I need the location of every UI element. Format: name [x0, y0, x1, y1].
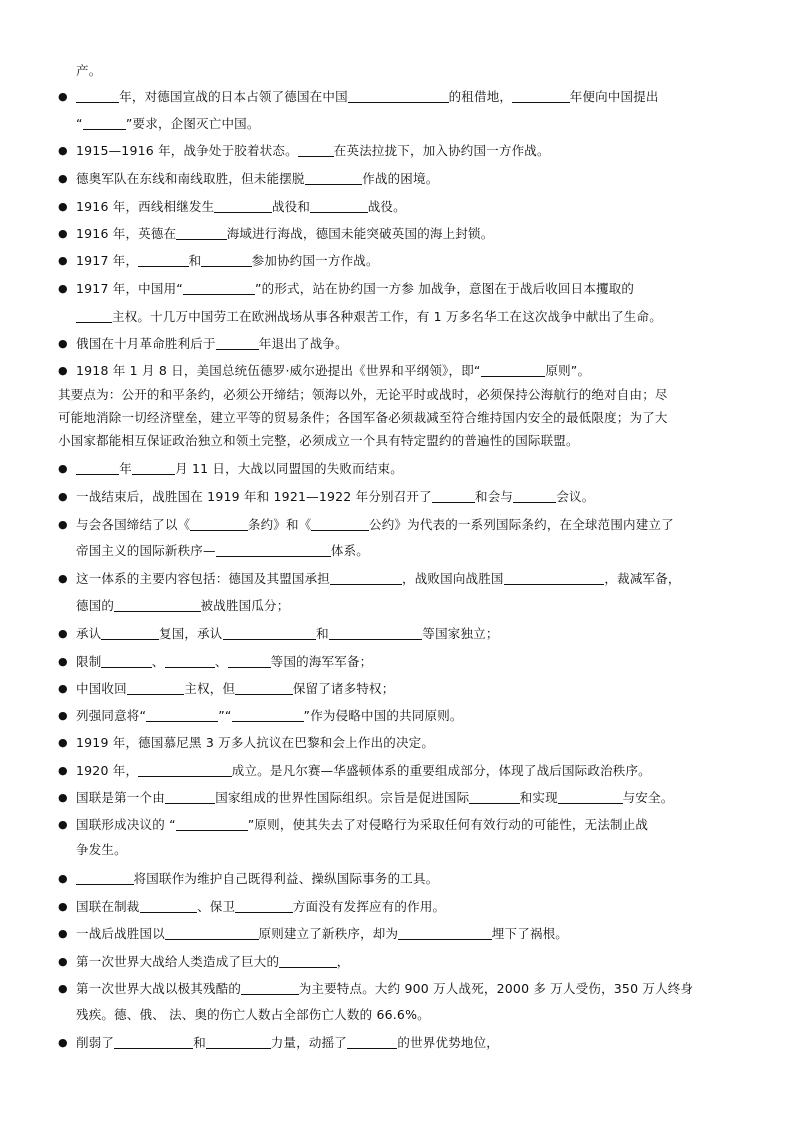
line-text: 将国联作为维护自己既得利益、操纵国际事务的工具。	[76, 870, 438, 887]
line-text: 年，对德国宣战的日本占领了德国在中国 的租借地， 年便向中国提出	[76, 88, 659, 105]
fill-blank[interactable]	[432, 490, 475, 503]
fill-blank[interactable]	[232, 709, 304, 722]
line-text: 1918 年 1 月 8 日，美国总统伍德罗·威尔逊提出《世界和平纲领》，即“ 原则”。	[76, 363, 591, 378]
line-text: 主权。十几万中国劳工在欧洲战场从事各种艰苦工作，有 1 万多名华工在这次战争中献出了生命。	[76, 308, 662, 325]
fill-blank[interactable]	[140, 900, 198, 913]
bullet-icon: ●	[58, 955, 68, 968]
bullet-icon: ●	[58, 172, 68, 185]
bullet-icon: ●	[58, 764, 68, 777]
fill-blank[interactable]	[235, 682, 293, 695]
fill-blank[interactable]	[101, 627, 159, 640]
fill-blank[interactable]	[214, 200, 272, 213]
fill-blank[interactable]	[279, 955, 337, 968]
bullet-icon: ●	[58, 791, 68, 804]
bullet-icon: ●	[58, 227, 68, 240]
fill-blank[interactable]	[216, 544, 331, 557]
bullet-icon: ●	[58, 337, 68, 350]
bullet-icon: ●	[58, 90, 68, 103]
bullet-icon: ●	[58, 490, 68, 503]
fill-blank[interactable]	[76, 872, 134, 885]
fill-blank[interactable]	[223, 627, 317, 640]
fill-blank[interactable]	[305, 172, 363, 185]
line-text: 小国家都能相互保证政治独立和领土完整，必须成立一个具有特定盟约的普遍性的国际联盟。	[58, 433, 579, 448]
line-text: 可能地消除一切经济壁垒，建立平等的贸易条件；各国军备必须裁减至符合维持国内安全的最低限度；为了大	[58, 410, 668, 425]
bullet-icon: ●	[58, 1036, 68, 1049]
line-text: 德国的 被战胜国瓜分；	[76, 598, 290, 613]
line-text: 一战后战胜国以 原则建立了新秩序，却为 埋下了祸根。	[76, 926, 568, 941]
bullet-icon: ●	[58, 872, 68, 885]
line-text: 其要点为：公开的和平条约，必须公开缔结；领海以外，无论平时或战时，必须保持公海航行的绝对自由；尽	[58, 387, 668, 402]
bullet-icon: ●	[58, 736, 68, 749]
fill-blank[interactable]	[469, 791, 519, 804]
fill-blank[interactable]	[347, 1036, 397, 1049]
fill-blank[interactable]	[76, 90, 119, 103]
line-text: 1917 年，中国用“ ”的形式，站在协约国一方参 加战争，意图在于战后收回日本攫取的	[76, 281, 635, 296]
fill-blank[interactable]	[398, 927, 492, 940]
fill-blank[interactable]	[206, 1036, 271, 1049]
fill-blank[interactable]	[165, 655, 215, 668]
line-text: 1915—1916 年，战争处于胶着状态。 在英法拉拢下，加入协约国一方作战。	[76, 143, 550, 158]
fill-blank[interactable]	[330, 572, 402, 585]
fill-blank[interactable]	[311, 518, 369, 531]
bullet-icon: ●	[58, 927, 68, 940]
fill-blank[interactable]	[101, 655, 151, 668]
line-text: 年 月 11 日，大战以同盟国的失败而结束。	[76, 460, 403, 477]
fill-blank[interactable]	[298, 144, 334, 157]
line-text: 第一次世界大战以极其残酷的 为主要特点。大约 900 万人战死，2000 多 万人受伤，350 万人终身	[76, 981, 694, 996]
fill-blank[interactable]	[76, 462, 119, 475]
fill-blank[interactable]	[504, 572, 605, 585]
line-text: 国联是第一个由 国家组成的世界性国际组织。宗旨是促进国际 和实现 与安全。	[76, 790, 674, 805]
bullet-icon: ●	[58, 818, 68, 831]
line-text: 限制 、 、 等国的海军军备；	[76, 654, 373, 669]
fill-blank[interactable]	[216, 337, 259, 350]
line-text: 承认 复国，承认 和 等国家独立；	[76, 626, 499, 641]
line-text: 1916 年，西线相继发生 战役和 战役。	[76, 199, 406, 214]
fill-blank[interactable]	[235, 900, 293, 913]
bullet-icon: ●	[58, 982, 68, 995]
fill-blank[interactable]	[165, 791, 215, 804]
fill-blank[interactable]	[83, 117, 126, 130]
line-text: 1920 年， 成立。是凡尔赛—华盛顿体系的重要组成部分，体现了战后国际政治秩序。	[76, 763, 651, 778]
fill-blank[interactable]	[513, 490, 556, 503]
fill-blank[interactable]	[138, 764, 232, 777]
fill-blank[interactable]	[228, 655, 271, 668]
line-text: 与会各国缔结了以《 条约》和《 公约》为代表的一系列国际条约，在全球范围内建立了	[76, 517, 674, 532]
bullet-icon: ●	[58, 572, 68, 585]
fill-blank[interactable]	[114, 599, 200, 612]
bullet-icon: ●	[58, 282, 68, 295]
fill-blank[interactable]	[512, 90, 570, 103]
fill-blank[interactable]	[165, 927, 259, 940]
fill-blank[interactable]	[190, 518, 248, 531]
line-text: 1916 年，英德在 海域进行海战，德国未能突破英国的海上封锁。	[76, 226, 494, 241]
bullet-icon: ●	[58, 518, 68, 531]
bullet-icon: ●	[58, 144, 68, 157]
line-text: 中国收回 主权，但 保留了诸多特权；	[76, 681, 395, 696]
fill-blank[interactable]	[138, 254, 188, 267]
line-text: 产。	[76, 63, 102, 78]
bullet-icon: ●	[58, 254, 68, 267]
line-text: “ ”要求，企图灭亡中国。	[76, 116, 260, 131]
fill-blank[interactable]	[146, 709, 218, 722]
fill-blank[interactable]	[114, 1036, 193, 1049]
fill-blank[interactable]	[329, 627, 423, 640]
line-text: 残疾。德、俄、 法、奥的伤亡人数占全部伤亡人数的 66.6%。	[76, 1007, 430, 1022]
line-text: 国联在制裁 、保卫 方面没有发挥应有的作用。	[76, 899, 446, 914]
fill-blank[interactable]	[241, 982, 299, 995]
bullet-icon: ●	[58, 364, 68, 377]
bullet-icon: ●	[58, 627, 68, 640]
fill-blank[interactable]	[558, 791, 623, 804]
fill-blank[interactable]	[201, 254, 251, 267]
bullet-icon: ●	[58, 462, 68, 475]
line-text: 这一体系的主要内容包括：德国及其盟国承担 ，战败国向战胜国 ，裁减军备，	[76, 571, 681, 586]
fill-blank[interactable]	[132, 462, 175, 475]
fill-blank[interactable]	[127, 682, 185, 695]
line-text: 俄国在十月革命胜利后于 年退出了战争。	[76, 336, 348, 351]
line-text: 1917 年， 和 参加协约国一方作战。	[76, 253, 379, 268]
line-text: 第一次世界大战给人类造成了巨大的 ，	[76, 954, 350, 969]
line-text: 1919 年，德国慕尼黑 3 万多人抗议在巴黎和会上作出的决定。	[76, 735, 435, 750]
fill-blank[interactable]	[76, 310, 112, 323]
line-text: 削弱了 和 力量，动摇了 的世界优势地位，	[76, 1035, 499, 1050]
bullet-icon: ●	[58, 200, 68, 213]
line-text: 列强同意将“ ”“ ”作为侵略中国的共同原则。	[76, 708, 463, 723]
line-text: 国联形成决议的 “ ”原则，使其失去了对侵略行为采取任何有效行动的可能性，无法制止战	[76, 817, 649, 832]
line-text: 帝国主义的国际新秩序— 体系。	[76, 543, 369, 558]
fill-blank[interactable]	[348, 90, 449, 103]
bullet-icon: ●	[58, 655, 68, 668]
line-text: 一战结束后，战胜国在 1919 年和 1921—1922 年分别召开了 和会与 会议。	[76, 489, 595, 504]
line-text: 争发生。	[76, 842, 127, 857]
fill-blank[interactable]	[481, 364, 546, 377]
line-text: 德奥军队在东线和南线取胜，但未能摆脱 作战的困境。	[76, 171, 439, 186]
bullet-icon: ●	[58, 682, 68, 695]
bullet-icon: ●	[58, 900, 68, 913]
bullet-icon: ●	[58, 709, 68, 722]
fill-blank[interactable]	[176, 818, 248, 831]
fill-blank[interactable]	[176, 227, 226, 240]
fill-blank[interactable]	[183, 282, 255, 295]
fill-blank[interactable]	[310, 200, 368, 213]
